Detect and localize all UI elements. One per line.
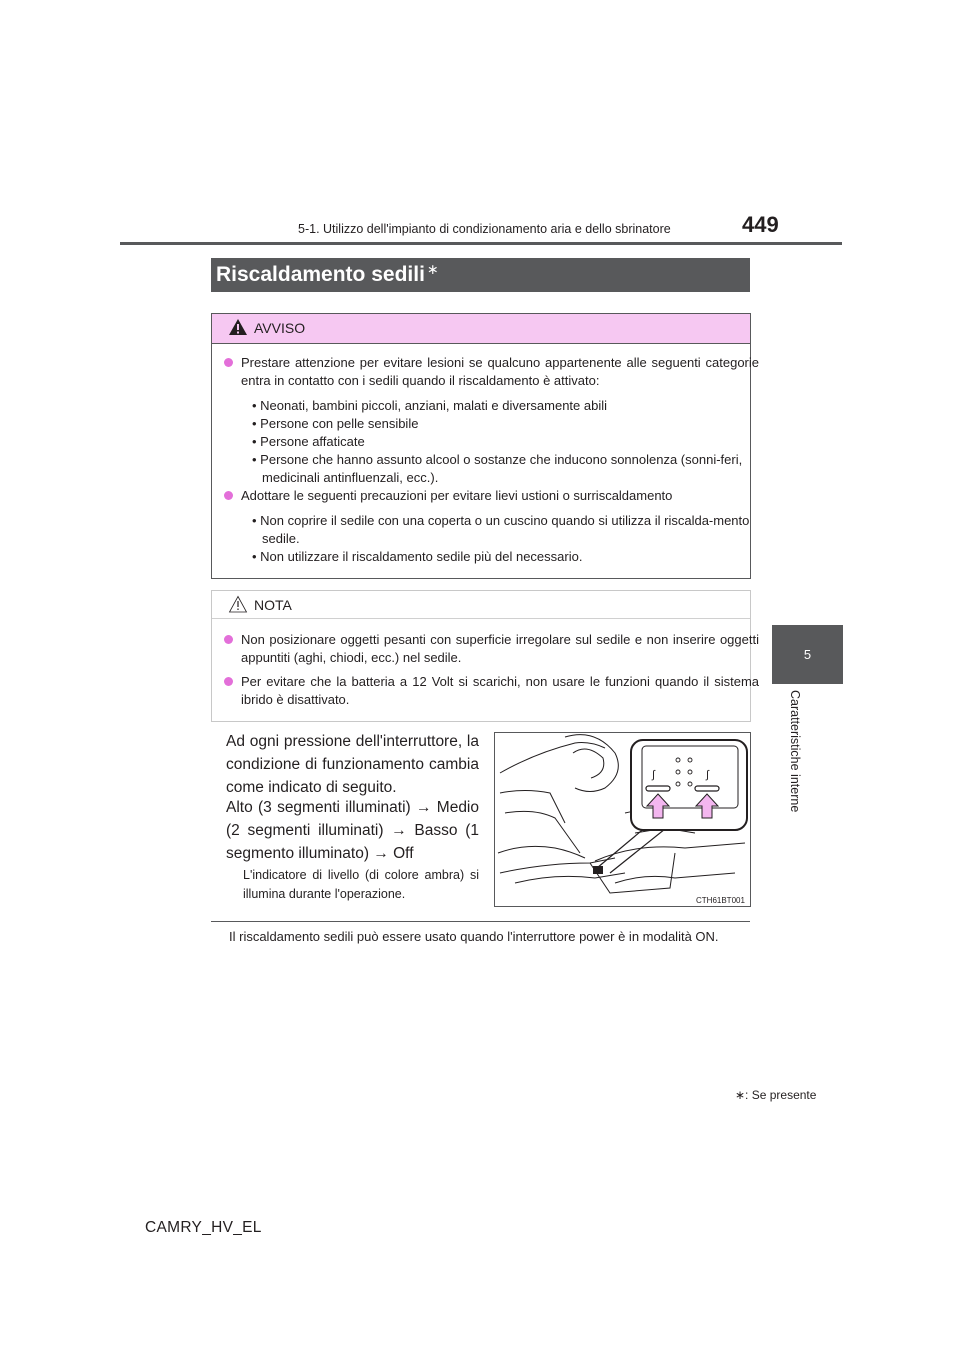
bullet-dot [224,677,233,686]
avviso-header [212,314,750,344]
section-title: 5-1. Utilizzo dell'impianto di condizionamento aria e dello sbrinatore [298,222,671,236]
title-text: Riscaldamento sedili [216,263,425,286]
avviso-subitem: • Persone che hanno assunto alcool o sostanze che inducono sonnolenza (sonni-feri, medicinali antinfluenzali, ecc.). [252,452,743,485]
caution-icon [228,595,248,618]
avviso-box [211,313,759,579]
nota-item: Per evitare che la batteria a 12 Volt si scarichi, non usare le funzioni quando il sistema ibrido è disattivato. [224,673,759,709]
svg-text:∫: ∫ [652,769,656,781]
bullet-dot [224,635,233,644]
bullet-dot [224,491,233,500]
nota-header [212,591,750,619]
section-rule [211,921,750,922]
avviso-label: AVVISO [254,320,306,336]
avviso-item: Prestare attenzione per evitare lesioni se qualcuno appartenente alle seguenti categorie entra in contatto con i sedili quando il riscaldamento è attivato: [224,354,759,390]
nota-label: NOTA [254,597,292,613]
avviso-subitem: • Persone affaticate [252,434,365,449]
figure-code: CTH61BT001 [696,896,745,905]
page-title [211,258,750,292]
title-marker: ∗ [426,260,439,277]
page-number: 449 [742,212,779,237]
header-rule [120,242,842,245]
avviso-item: Adottare le seguenti precauzioni per evitare lievi ustioni o surriscaldamento [224,487,759,505]
intro-paragraph: Ad ogni pressione dell'interruttore, la condizione di funzionamento cambia come indicato di seguito. [226,733,479,796]
svg-text:∫: ∫ [706,769,710,781]
usage-note: Il riscaldamento sedili può essere usato quando l'interruttore power è in modalità ON. [229,929,719,944]
chapter-tab: 5 [772,625,843,684]
avviso-subitem: • Non coprire il sedile con una coperta o un cuscino quando si utilizza il riscalda-mento sedile. [252,513,750,546]
bullet-dot [224,358,233,367]
optional-footnote: ∗: Se presente [735,1088,817,1102]
nota-item: Non posizionare oggetti pesanti con superficie irregolare sul sedile e non inserire oggetti appuntiti (aghi, chiodi, ecc.) nel sedile. [224,631,759,667]
indicator-note: L'indicatore di livello (di colore ambra) si illumina durante l'operazione. [243,868,479,901]
avviso-subitem: • Non utilizzare il riscaldamento sedile più del necessario. [252,549,583,564]
chapter-title: Caratteristiche interne [788,690,802,813]
model-code: CAMRY_HV_EL [145,1219,262,1236]
sequence-paragraph: Alto (3 segmenti illuminati) → Medio (2 segmenti illuminati) → Basso (1 segmento illuminato) → Off [226,799,479,862]
seat-heater-illustration [494,732,751,907]
console-drawing [495,733,751,907]
avviso-subitem: • Persone con pelle sensibile [252,416,419,431]
avviso-subitem: • Neonati, bambini piccoli, anziani, malati e diversamente abili [252,398,608,413]
warning-icon [228,318,248,341]
nota-box [211,590,759,722]
